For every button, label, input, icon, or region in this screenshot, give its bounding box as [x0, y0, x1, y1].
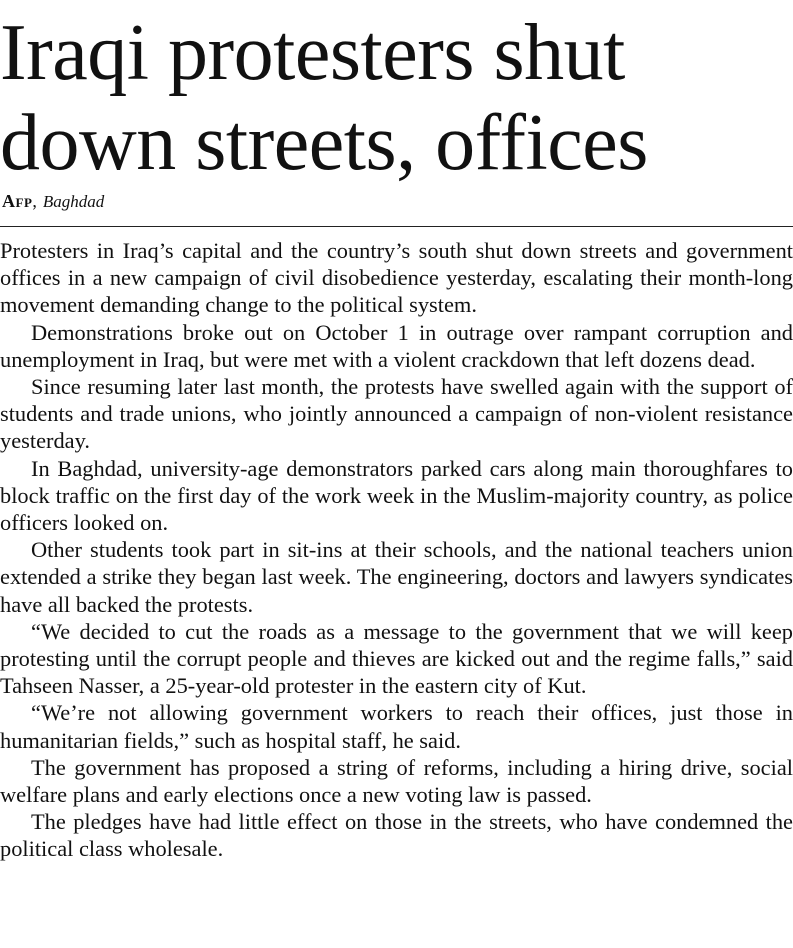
paragraph-5: Other students took part in sit-ins at their schools, and the national teachers union extended a strike they began last week. The engineering, doctors and lawyers syndicates have all backed the protests.	[0, 537, 793, 617]
headline	[0, 8, 793, 188]
headline-line-1: Iraqi protesters shut	[0, 9, 625, 97]
byline-separator: ,	[32, 191, 37, 211]
paragraph-1: Protesters in Iraq’s capital and the country’s south shut down streets and government offices in a new campaign of civil disobedience yesterday, escalating their month-long movement demanding change to the political system.	[0, 238, 793, 318]
byline	[2, 189, 104, 214]
byline-divider	[0, 226, 793, 227]
paragraph-3: Since resuming later last month, the protests have swelled again with the support of students and trade unions, who jointly announced a campaign of non-violent resistance yesterday.	[0, 374, 793, 454]
byline-agency: Afp	[2, 191, 33, 211]
paragraph-2: Demonstrations broke out on October 1 in outrage over rampant corruption and unemployment in Iraq, but were met with a violent crackdown that left dozens dead.	[0, 319, 793, 372]
headline-line-2: down streets, offices	[0, 99, 648, 187]
byline-location: Baghdad	[42, 192, 105, 211]
paragraph-7: “We’re not allowing government workers to reach their offices, just those in humanitarian fields,” such as hospital staff, he said.	[0, 700, 793, 753]
paragraph-6: “We decided to cut the roads as a message to the government that we will keep protesting until the corrupt people and thieves are kicked out and the regime falls,” said Tahseen Nasser, a 25-year-old protester in the eastern city of Kut.	[0, 618, 793, 699]
paragraph-4: In Baghdad, university-age demonstrators parked cars along main thoroughfares to block traffic on the first day of the work week in the Muslim-majority country, as police officers looked on.	[0, 455, 793, 536]
article-body	[0, 237, 793, 863]
paragraph-8: The government has proposed a string of reforms, including a hiring drive, social welfare plans and early elections once a new voting law is passed.	[0, 754, 793, 808]
paragraph-9: The pledges have had little effect on those in the streets, who have condemned the political class wholesale.	[0, 809, 793, 862]
